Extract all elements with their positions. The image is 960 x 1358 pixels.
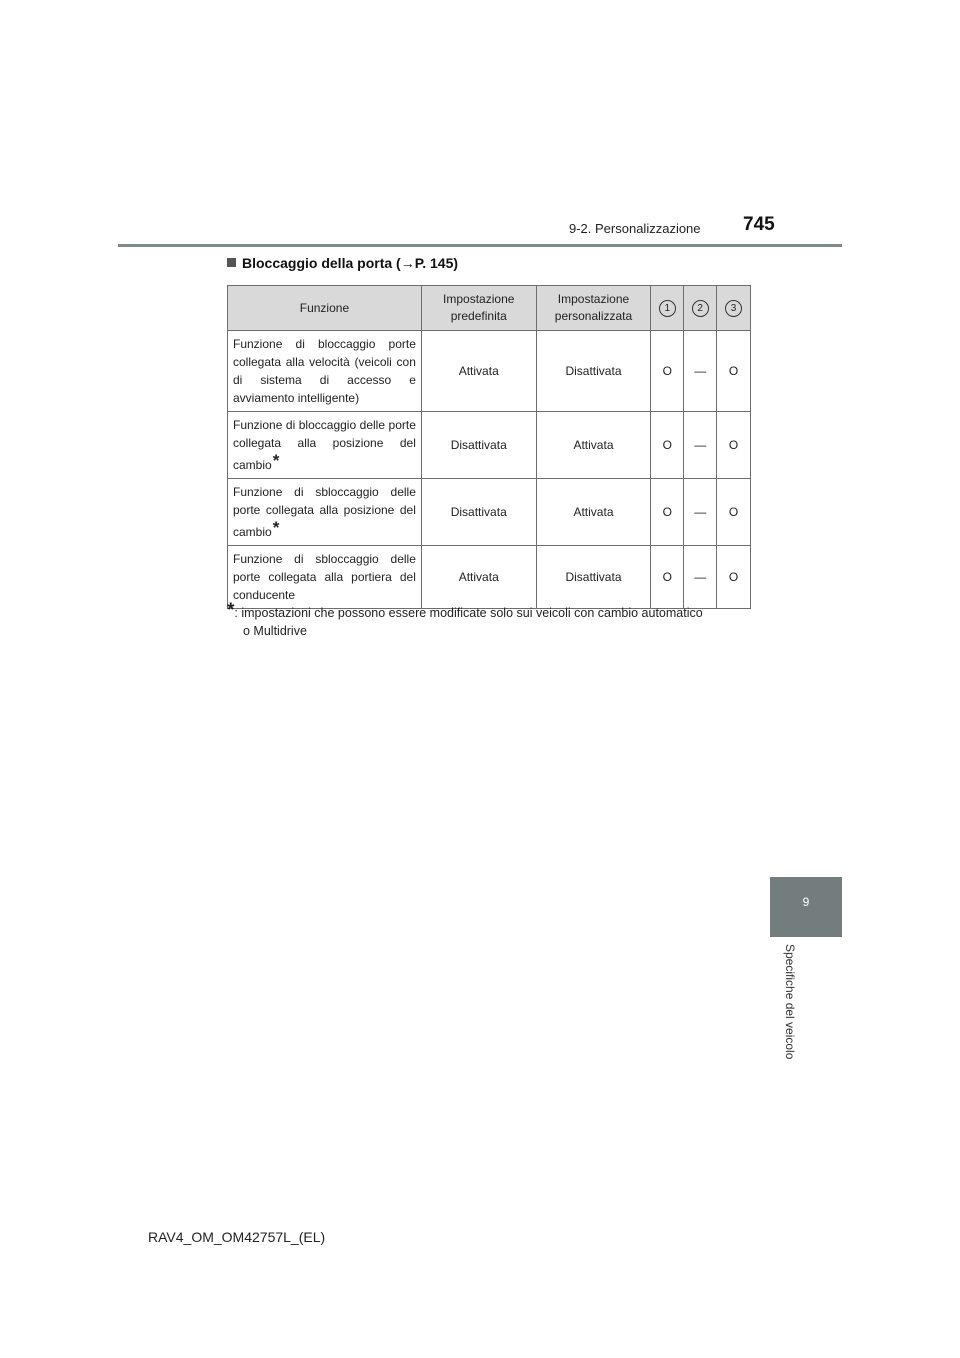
row-function — [228, 546, 422, 609]
circled-3-icon: 3 — [725, 300, 742, 317]
row-col-3: O — [717, 479, 751, 546]
header-col-2 — [684, 286, 717, 331]
row-custom: Disattivata — [536, 331, 651, 412]
header-default — [421, 286, 536, 331]
function-text: Funzione di bloccaggio delle porte collegata alla posizione del cambio — [233, 418, 416, 472]
table-row — [228, 479, 751, 546]
row-function — [228, 479, 422, 546]
row-col-1: O — [651, 479, 684, 546]
row-col-1: O — [651, 331, 684, 412]
header-function: Funzione — [228, 286, 422, 331]
footnote — [226, 602, 756, 640]
footnote-line-2: o Multidrive — [243, 624, 307, 638]
footnote-text: : impostazioni che possono essere modificate solo sui veicoli con cambio automatico — [234, 606, 703, 620]
asterisk-marker: * — [272, 451, 280, 470]
row-col-3: O — [717, 546, 751, 609]
row-default: Disattivata — [421, 412, 536, 479]
row-function — [228, 331, 422, 412]
row-col-3: O — [717, 412, 751, 479]
row-col-2: — — [684, 479, 717, 546]
row-col-2: — — [684, 412, 717, 479]
header-rule — [118, 244, 842, 247]
row-custom: Attivata — [536, 412, 651, 479]
function-text: Funzione di sbloccaggio delle porte collegata alla portiera del conducente — [233, 552, 416, 602]
table-row — [228, 546, 751, 609]
chapter-label-container — [783, 944, 807, 1074]
row-default: Disattivata — [421, 479, 536, 546]
row-col-1: O — [651, 412, 684, 479]
page-number: 745 — [743, 214, 775, 235]
document-code: RAV4_OM_OM42757L_(EL) — [148, 1229, 326, 1245]
circled-1-icon: 1 — [659, 300, 676, 317]
function-text: Funzione di sbloccaggio delle porte collegata alla posizione del cambio — [233, 485, 416, 539]
customization-table — [227, 285, 751, 609]
row-col-2: — — [684, 331, 717, 412]
header-custom — [536, 286, 651, 331]
row-default: Attivata — [421, 331, 536, 412]
asterisk-marker: * — [272, 518, 280, 537]
table-row — [228, 331, 751, 412]
header-col-3 — [717, 286, 751, 331]
footnote-asterisk: * — [227, 600, 235, 621]
function-text: Funzione di bloccaggio porte collegata alla velocità (veicoli con di sistema di accesso e avviamento intelligente) — [233, 337, 416, 405]
section-title — [227, 255, 458, 271]
row-col-1: O — [651, 546, 684, 609]
row-custom: Attivata — [536, 479, 651, 546]
section-title-text: Bloccaggio della porta (→P. 145) — [242, 255, 459, 271]
table-row — [228, 412, 751, 479]
row-function — [228, 412, 422, 479]
chapter-number: 9 — [802, 895, 810, 909]
header-default-text: Impostazione predefinita — [443, 292, 515, 323]
chapter-tab — [770, 877, 842, 937]
table-header-row — [228, 286, 751, 331]
chapter-label: Specifiche del veicolo — [783, 944, 797, 1060]
header-col-1 — [651, 286, 684, 331]
running-header-section: 9-2. Personalizzazione — [569, 221, 701, 236]
row-custom: Disattivata — [536, 546, 651, 609]
circled-2-icon: 2 — [692, 300, 709, 317]
row-col-3: O — [717, 331, 751, 412]
square-bullet-icon — [227, 258, 236, 267]
header-custom-text: Impostazione personalizzata — [554, 292, 633, 323]
row-col-2: — — [684, 546, 717, 609]
footnote-line-1 — [226, 602, 756, 622]
row-default: Attivata — [421, 546, 536, 609]
